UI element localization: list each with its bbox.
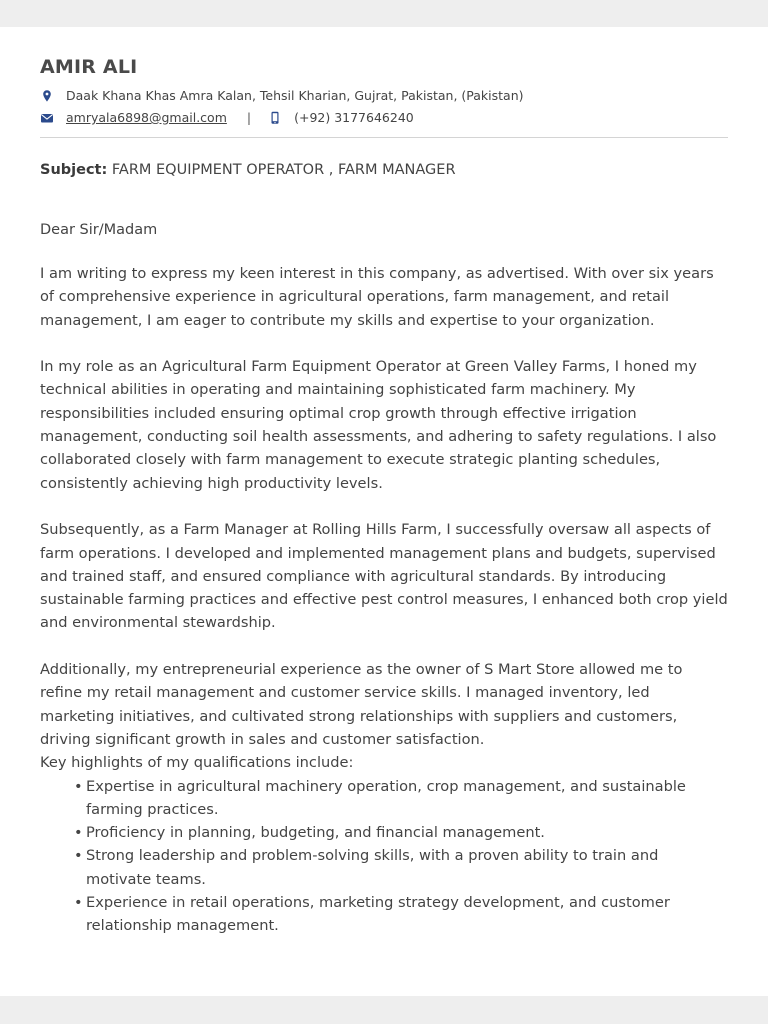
subject-line bbox=[40, 162, 456, 178]
list-item bbox=[40, 844, 728, 891]
subject-label: Subject: bbox=[40, 162, 108, 178]
envelope-icon bbox=[40, 111, 54, 125]
phone-number[interactable]: (+92) 3177646240 bbox=[294, 110, 414, 125]
list-item-text: Experience in retail operations, marketing strategy development, and customer relationship management. bbox=[86, 894, 670, 935]
address-text: Daak Khana Khas Amra Kalan, Tehsil Kharian, Gujrat, Pakistan, (Pakistan) bbox=[66, 88, 524, 103]
list-item bbox=[40, 891, 728, 938]
contact-separator: | bbox=[246, 110, 252, 125]
map-pin-icon bbox=[40, 89, 54, 103]
subject-text: FARM EQUIPMENT OPERATOR , FARM MANAGER bbox=[111, 162, 456, 178]
list-item-text: Strong leadership and problem-solving skills, with a proven ability to train and motivate teams. bbox=[86, 847, 659, 888]
list-item-text: Expertise in agricultural machinery operation, crop management, and sustainable farming practices. bbox=[86, 777, 686, 818]
bullet-icon: • bbox=[74, 777, 83, 795]
bullet-icon: • bbox=[74, 894, 83, 912]
bullet-icon: • bbox=[74, 847, 83, 865]
list-item-text: Proficiency in planning, budgeting, and financial management. bbox=[86, 824, 545, 842]
bullet-icon: • bbox=[74, 824, 83, 842]
letter-body bbox=[40, 262, 728, 938]
highlights-intro: Key highlights of my qualifications include: bbox=[40, 754, 354, 772]
highlights-list bbox=[40, 775, 728, 938]
header-divider bbox=[40, 137, 728, 138]
paragraph: I am writing to express my keen interest in this company, as advertised. With over six years of comprehensive experience in agricultural operations, farm management, and retail management, I am eager to contribute my skills and expertise to your organization. bbox=[40, 265, 714, 329]
address-line bbox=[40, 88, 524, 103]
email-link[interactable]: amryala6898@gmail.com bbox=[66, 110, 227, 125]
mobile-phone-icon bbox=[268, 111, 282, 125]
salutation: Dear Sir/Madam bbox=[40, 222, 158, 238]
list-item bbox=[40, 821, 728, 844]
applicant-name: AMIR ALI bbox=[40, 56, 138, 78]
contact-line bbox=[40, 110, 414, 125]
list-item bbox=[40, 775, 728, 822]
paragraph: In my role as an Agricultural Farm Equipment Operator at Green Valley Farms, I honed my technical abilities in operating and maintaining sophisticated farm machinery. My responsibilities included ensuring optimal crop growth through effective irrigation management, conducting soil health assessments, and adhering to safety regulations. I also collaborated closely with farm management to execute strategic planting schedules, consistently achieving high productivity levels. bbox=[40, 358, 717, 492]
paragraph: Subsequently, as a Farm Manager at Rolling Hills Farm, I successfully oversaw all aspects of farm operations. I developed and implemented management plans and budgets, supervised and trained staff, and ensured compliance with agricultural standards. By introducing sustainable farming practices and effective pest control measures, I enhanced both crop yield and environmental stewardship. bbox=[40, 521, 728, 632]
letter-page bbox=[0, 27, 768, 996]
paragraph: Additionally, my entrepreneurial experience as the owner of S Mart Store allowed me to refine my retail management and customer service skills. I managed inventory, led marketing initiatives, and cultivated strong relationships with suppliers and customers, driving significant growth in sales and customer satisfaction. bbox=[40, 661, 683, 748]
